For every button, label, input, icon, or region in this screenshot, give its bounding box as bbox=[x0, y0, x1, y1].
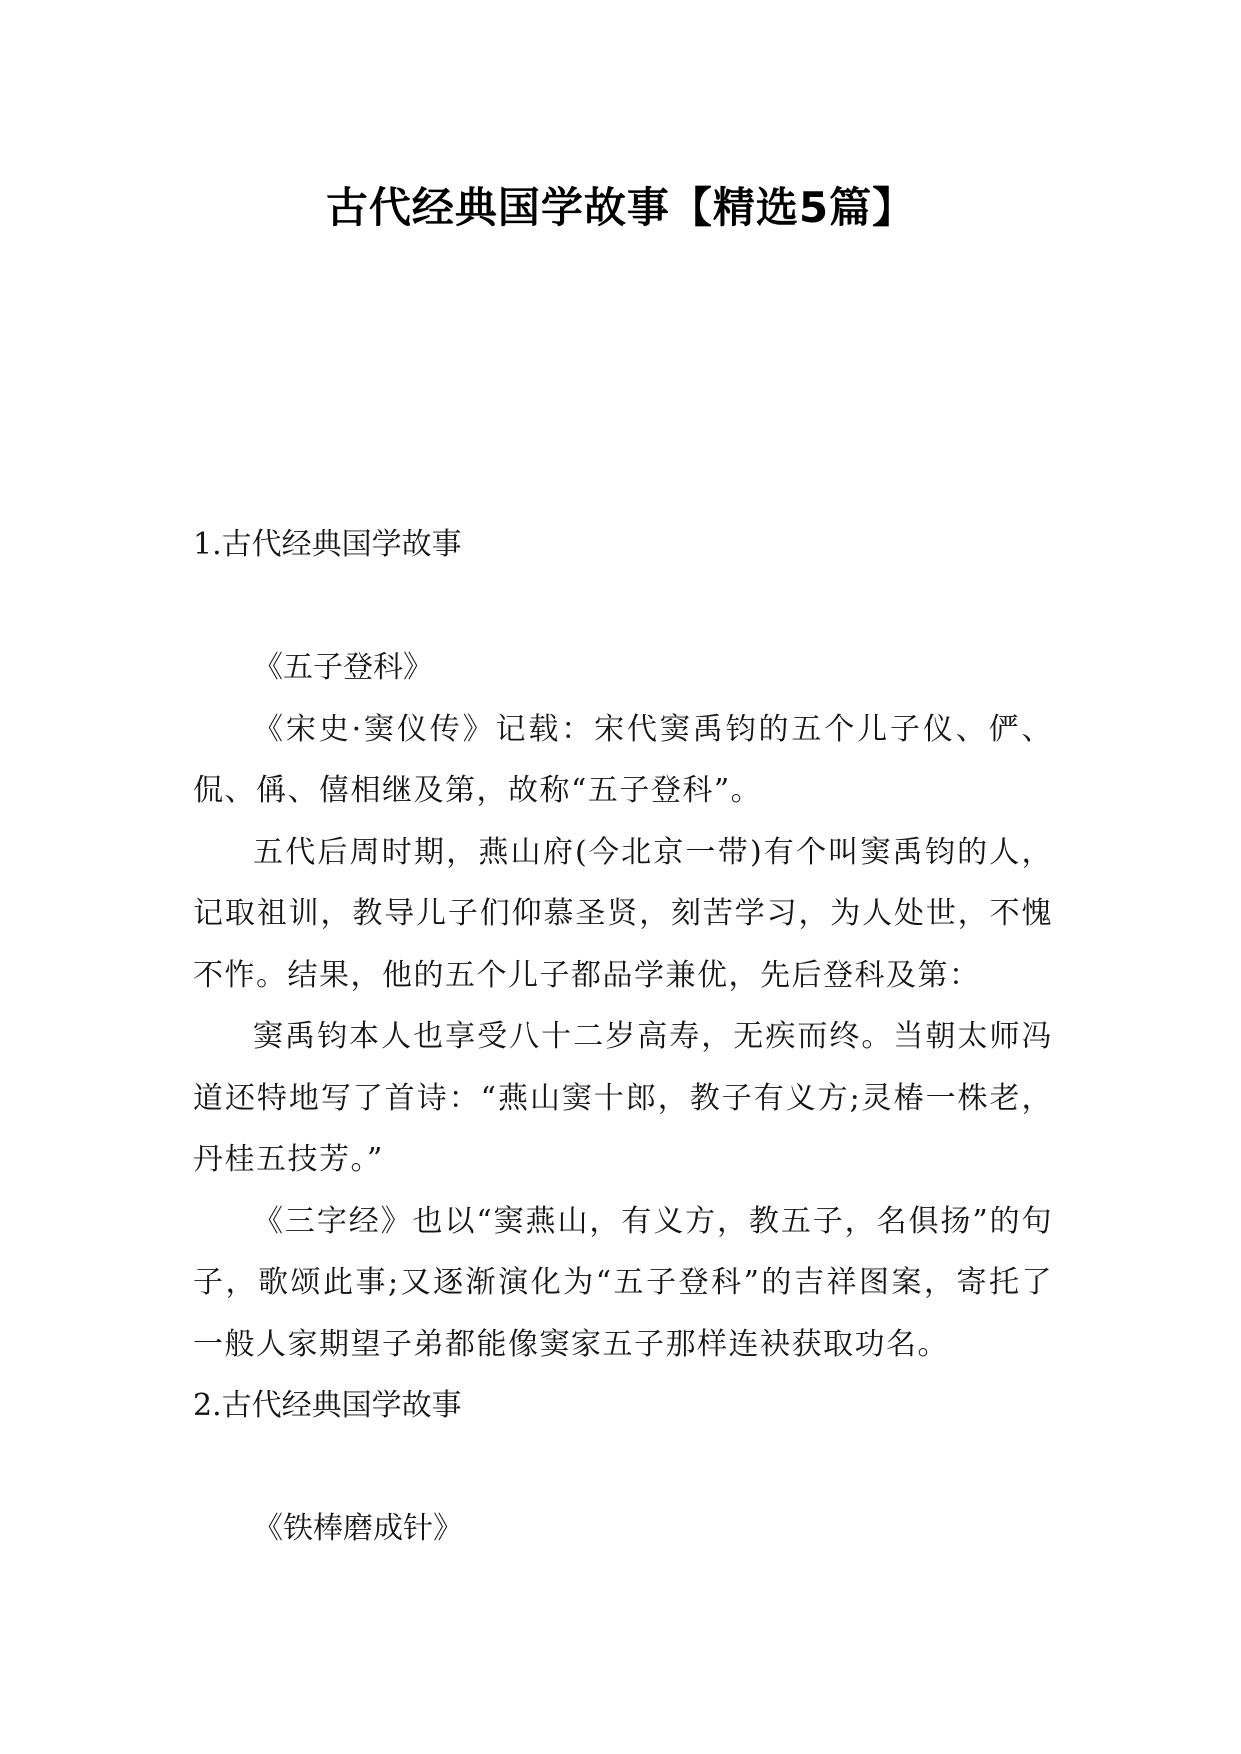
paragraph: 《宋史·窦仪传》记载：宋代窦禹钧的五个儿子仪、俨、侃、偁、僖相继及第，故称“五子登科”。 bbox=[193, 711, 1053, 808]
paragraph: 《三字经》也以“窦燕山，有义方，教五子，名俱扬”的句子，歌颂此事;又逐渐演化为“五子登科”的吉祥图案，寄托了一般人家期望子弟都能像窦家五子那样连袂获取功名。 bbox=[193, 1203, 1053, 1362]
section-heading: 2.古代经典国学故事 bbox=[193, 1388, 462, 1423]
story-title: 《铁棒磨成针》 bbox=[253, 1511, 463, 1546]
paragraph: 五代后周时期，燕山府(今北京一带)有个叫窦禹钧的人，记取祖训，教导儿子们仰慕圣贤，刻苦学习，为人处世，不愧不怍。结果，他的五个儿子都品学兼优，先后登科及第： bbox=[193, 834, 1053, 993]
spacer bbox=[193, 1437, 1053, 1499]
document-body bbox=[193, 514, 1053, 1560]
paragraph: 窦禹钧本人也享受八十二岁高寿，无疾而终。当朝太师冯道还特地写了首诗：“燕山窦十郎，教子有义方;灵椿一株老，丹桂五技芳。” bbox=[193, 1019, 1053, 1177]
document-title: 古代经典国学故事【精选5篇】 bbox=[325, 183, 916, 233]
section-2 bbox=[193, 1375, 1053, 1560]
spacer bbox=[193, 576, 1053, 638]
story-title: 《五子登科》 bbox=[253, 650, 433, 685]
section-1 bbox=[193, 514, 1053, 1375]
section-heading: 1.古代经典国学故事 bbox=[193, 527, 462, 562]
